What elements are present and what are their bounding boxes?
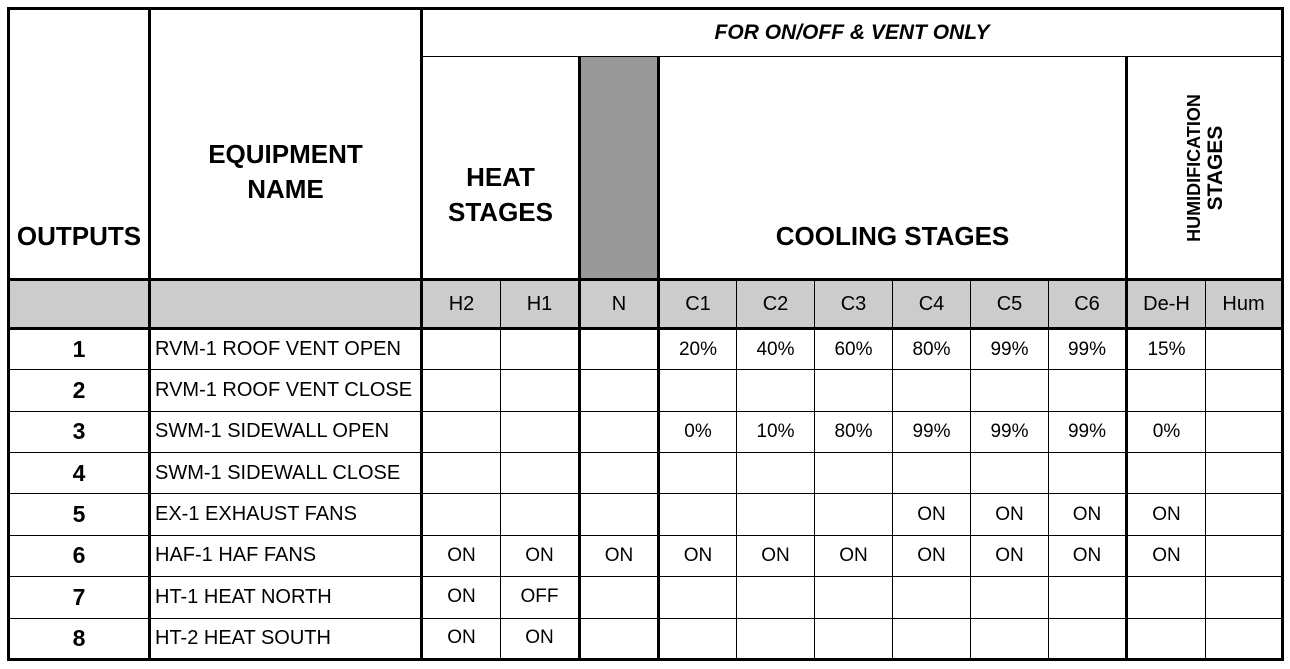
equipment-name: HT-2 HEAT SOUTH xyxy=(150,618,422,659)
stage-cell-c4: 80% xyxy=(893,328,971,369)
column-header-c6: C6 xyxy=(1049,280,1127,328)
stage-cell-h2 xyxy=(422,453,501,494)
stage-cell-c2 xyxy=(737,453,815,494)
stage-cell-h2 xyxy=(422,494,501,535)
stage-cell-c5: 99% xyxy=(971,411,1049,452)
cooling-stages-header: COOLING STAGES xyxy=(659,57,1127,280)
stage-cell-c4: 99% xyxy=(893,411,971,452)
stage-cell-c4 xyxy=(893,618,971,659)
column-header-n: N xyxy=(580,280,659,328)
column-header-c4: C4 xyxy=(893,280,971,328)
table-row xyxy=(9,618,1283,659)
stage-cell-n xyxy=(580,411,659,452)
stage-cell-h1 xyxy=(501,494,580,535)
stage-cell-c3: ON xyxy=(815,535,893,576)
column-header-h1: H1 xyxy=(501,280,580,328)
equipment-name: RVM-1 ROOF VENT CLOSE xyxy=(150,370,422,411)
stage-cell-c3: 80% xyxy=(815,411,893,452)
stage-cell-h1: OFF xyxy=(501,577,580,618)
stage-cell-c6 xyxy=(1049,577,1127,618)
stage-cell-c6: ON xyxy=(1049,535,1127,576)
humidification-stages-header: HUMIDIFICATION STAGES xyxy=(1127,57,1283,280)
stage-cell-hum xyxy=(1206,618,1283,659)
stage-cell-c3: 60% xyxy=(815,328,893,369)
stage-cell-hum xyxy=(1206,577,1283,618)
stage-cell-hum xyxy=(1206,494,1283,535)
stage-cell-c4: ON xyxy=(893,494,971,535)
stage-cell-c1: 0% xyxy=(659,411,737,452)
stage-cell-n: ON xyxy=(580,535,659,576)
stage-cell-c5: ON xyxy=(971,535,1049,576)
stage-cell-n xyxy=(580,494,659,535)
stage-cell-h1 xyxy=(501,370,580,411)
table-row xyxy=(9,453,1283,494)
column-header-h2: H2 xyxy=(422,280,501,328)
stage-cell-c2: ON xyxy=(737,535,815,576)
stage-cell-c4: ON xyxy=(893,535,971,576)
column-header-c1: C1 xyxy=(659,280,737,328)
column-header-c5: C5 xyxy=(971,280,1049,328)
band-header: FOR ON/OFF & VENT ONLY xyxy=(422,9,1283,57)
stage-cell-c5 xyxy=(971,618,1049,659)
stage-cell-h2 xyxy=(422,328,501,369)
stage-cell-c1: 20% xyxy=(659,328,737,369)
stage-cell-c1: ON xyxy=(659,535,737,576)
stage-cell-c4 xyxy=(893,370,971,411)
stage-cell-h2: ON xyxy=(422,577,501,618)
neutral-header xyxy=(580,57,659,280)
outputs-header: OUTPUTS xyxy=(9,9,150,280)
table-row xyxy=(9,535,1283,576)
stage-cell-hum xyxy=(1206,328,1283,369)
stage-cell-h2: ON xyxy=(422,618,501,659)
stage-cell-c1 xyxy=(659,494,737,535)
stage-cell-n xyxy=(580,453,659,494)
stage-cell-hum xyxy=(1206,453,1283,494)
stage-cell-c2 xyxy=(737,618,815,659)
stage-cell-c6 xyxy=(1049,618,1127,659)
column-header-row xyxy=(9,280,1283,328)
blank-subheader xyxy=(150,280,422,328)
equipment-name: EX-1 EXHAUST FANS xyxy=(150,494,422,535)
blank-subheader xyxy=(9,280,150,328)
equipment-name: RVM-1 ROOF VENT OPEN xyxy=(150,328,422,369)
stage-cell-c6: ON xyxy=(1049,494,1127,535)
equipment-name-header: EQUIPMENT NAME xyxy=(150,9,422,280)
stage-cell-h1 xyxy=(501,328,580,369)
output-number: 7 xyxy=(9,577,150,618)
stage-cell-de-h xyxy=(1127,618,1206,659)
stage-cell-c4 xyxy=(893,453,971,494)
stage-cell-n xyxy=(580,328,659,369)
stage-cell-n xyxy=(580,370,659,411)
output-number: 2 xyxy=(9,370,150,411)
stage-cell-c3 xyxy=(815,618,893,659)
table-row xyxy=(9,370,1283,411)
stage-cell-de-h: ON xyxy=(1127,494,1206,535)
stage-cell-h2 xyxy=(422,411,501,452)
stage-cell-c6: 99% xyxy=(1049,411,1127,452)
stage-cell-c3 xyxy=(815,577,893,618)
stage-cell-c1 xyxy=(659,577,737,618)
stage-cell-c3 xyxy=(815,453,893,494)
column-header-de-h: De-H xyxy=(1127,280,1206,328)
stage-cell-c5: 99% xyxy=(971,328,1049,369)
stage-cell-c5 xyxy=(971,577,1049,618)
stage-cell-h1 xyxy=(501,411,580,452)
stage-cell-n xyxy=(580,577,659,618)
stage-cell-de-h xyxy=(1127,370,1206,411)
table-row xyxy=(9,577,1283,618)
stage-cell-c6 xyxy=(1049,370,1127,411)
equipment-name: HT-1 HEAT NORTH xyxy=(150,577,422,618)
stage-cell-c2: 40% xyxy=(737,328,815,369)
stage-cell-hum xyxy=(1206,535,1283,576)
stage-cell-de-h: 15% xyxy=(1127,328,1206,369)
column-header-hum: Hum xyxy=(1206,280,1283,328)
stage-cell-hum xyxy=(1206,411,1283,452)
heat-stages-header: HEAT STAGES xyxy=(422,57,580,280)
stage-cell-h2 xyxy=(422,370,501,411)
stage-cell-c1 xyxy=(659,618,737,659)
stage-cell-h1 xyxy=(501,453,580,494)
equipment-name: SWM-1 SIDEWALL OPEN xyxy=(150,411,422,452)
stage-cell-de-h: ON xyxy=(1127,535,1206,576)
stage-cell-de-h xyxy=(1127,453,1206,494)
stage-cell-hum xyxy=(1206,370,1283,411)
stage-cell-h2: ON xyxy=(422,535,501,576)
equipment-output-table xyxy=(7,7,1284,661)
stage-cell-c6: 99% xyxy=(1049,328,1127,369)
stage-cell-c2 xyxy=(737,370,815,411)
stage-cell-c1 xyxy=(659,453,737,494)
output-number: 8 xyxy=(9,618,150,659)
table-row xyxy=(9,494,1283,535)
stage-cell-c4 xyxy=(893,577,971,618)
stage-cell-c3 xyxy=(815,370,893,411)
stage-cell-c5: ON xyxy=(971,494,1049,535)
stage-cell-c1 xyxy=(659,370,737,411)
stage-cell-de-h xyxy=(1127,577,1206,618)
stage-cell-h1: ON xyxy=(501,618,580,659)
stage-cell-de-h: 0% xyxy=(1127,411,1206,452)
output-number: 6 xyxy=(9,535,150,576)
output-number: 3 xyxy=(9,411,150,452)
stage-cell-c2: 10% xyxy=(737,411,815,452)
stage-cell-c2 xyxy=(737,577,815,618)
column-header-c3: C3 xyxy=(815,280,893,328)
table-row xyxy=(9,411,1283,452)
equipment-name: SWM-1 SIDEWALL CLOSE xyxy=(150,453,422,494)
stage-cell-c6 xyxy=(1049,453,1127,494)
stage-cell-c5 xyxy=(971,370,1049,411)
stage-cell-c5 xyxy=(971,453,1049,494)
equipment-name: HAF-1 HAF FANS xyxy=(150,535,422,576)
output-number: 5 xyxy=(9,494,150,535)
stage-cell-n xyxy=(580,618,659,659)
stage-cell-h1: ON xyxy=(501,535,580,576)
output-number: 4 xyxy=(9,453,150,494)
output-number: 1 xyxy=(9,328,150,369)
stage-cell-c3 xyxy=(815,494,893,535)
table-row xyxy=(9,328,1283,369)
column-header-c2: C2 xyxy=(737,280,815,328)
stage-cell-c2 xyxy=(737,494,815,535)
